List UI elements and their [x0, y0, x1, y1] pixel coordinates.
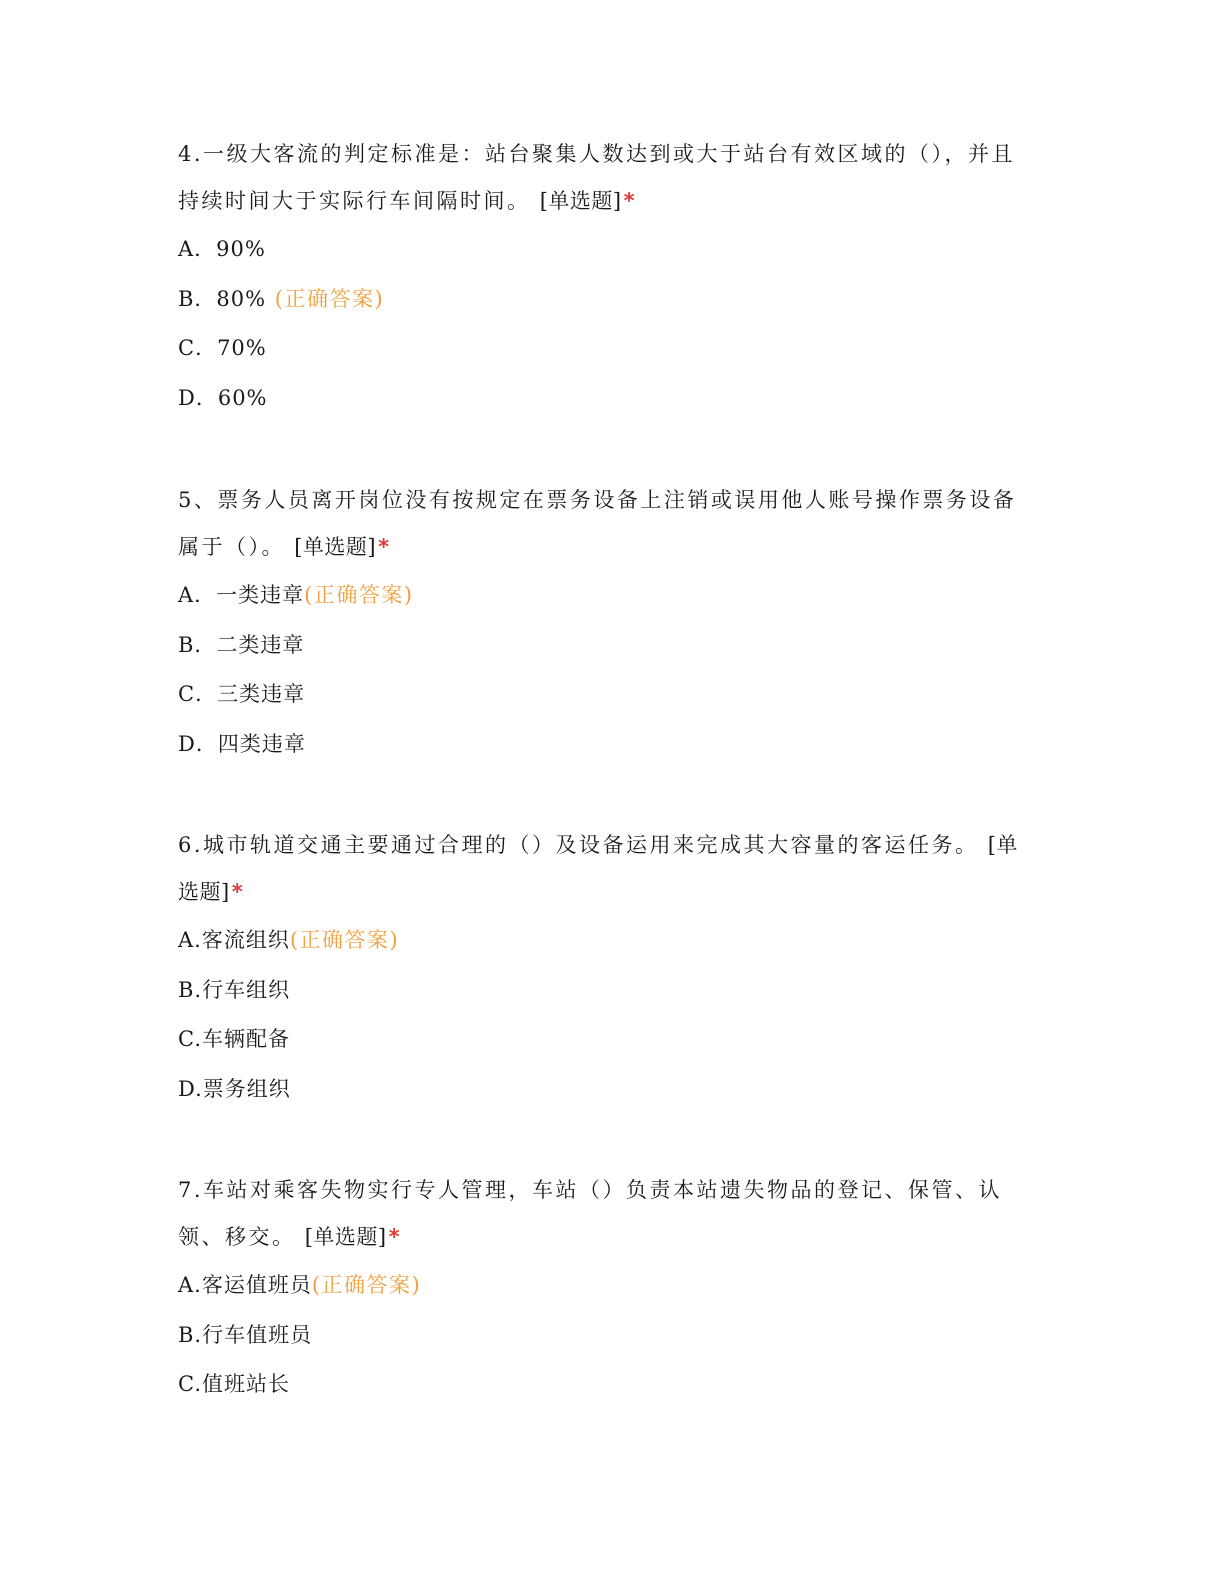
- question-type-label: [单选题]: [178, 833, 1018, 904]
- option-c: [178, 674, 1038, 724]
- question-type-label: [单选题]: [294, 535, 377, 559]
- options-list: [178, 575, 1038, 773]
- option-label: A．90%: [178, 237, 266, 261]
- correct-answer-tag: (正确答案): [289, 928, 400, 952]
- question-text: 7.车站对乘客失物实行专人管理，车站（）负责本站遗失物品的登记、保管、认领、移交。: [178, 1178, 1003, 1249]
- option-a: [178, 1265, 1038, 1315]
- options-list: [178, 229, 1038, 427]
- option-label: C.值班站长: [178, 1372, 290, 1396]
- option-c: [178, 1019, 1038, 1069]
- correct-answer-tag: (正确答案): [304, 583, 414, 607]
- option-b: [178, 970, 1038, 1020]
- correct-answer-tag: (正确答案): [311, 1273, 422, 1297]
- question-6: [178, 822, 1038, 1118]
- option-label: B.行车组织: [178, 977, 291, 1002]
- question-7: [178, 1167, 1038, 1414]
- option-label: C．三类违章: [178, 682, 306, 706]
- required-mark: *: [388, 1225, 400, 1249]
- option-label: B.行车值班员: [178, 1322, 313, 1347]
- option-d: [178, 724, 1038, 774]
- option-d: [178, 1069, 1038, 1119]
- question-stem: [178, 1167, 1038, 1261]
- option-label: D．四类违章: [178, 731, 306, 756]
- option-b: [178, 1315, 1038, 1365]
- question-text: 6.城市轨道交通主要通过合理的（）及设备运用来完成其大容量的客运任务。: [178, 833, 979, 857]
- option-c: [178, 1364, 1038, 1414]
- option-label: D.票务组织: [178, 1076, 291, 1101]
- required-mark: *: [378, 535, 390, 559]
- option-label: A.客流组织: [178, 928, 290, 952]
- option-label: A．一类违章: [178, 583, 305, 607]
- option-b: [178, 279, 1038, 329]
- option-label: C．70%: [178, 336, 267, 360]
- question-stem: [178, 477, 1038, 571]
- question-stem: [178, 822, 1038, 916]
- question-5: [178, 477, 1038, 773]
- option-a: [178, 920, 1038, 970]
- required-mark: *: [623, 189, 635, 213]
- option-b: [178, 625, 1038, 675]
- option-a: [178, 575, 1038, 625]
- options-list: [178, 920, 1038, 1118]
- question-type-label: [单选题]: [539, 189, 622, 213]
- option-label: D．60%: [178, 385, 268, 410]
- required-mark: *: [231, 880, 243, 904]
- option-label: C.车辆配备: [178, 1027, 290, 1051]
- option-label: A.客运值班员: [178, 1273, 312, 1297]
- options-list: [178, 1265, 1038, 1414]
- option-d: [178, 378, 1038, 428]
- correct-answer-tag: (正确答案): [274, 286, 385, 311]
- question-text: 4.一级大客流的判定标准是：站台聚集人数达到或大于站台有效区域的（），并且持续时间大于实际行车间隔时间。: [178, 142, 1016, 213]
- option-c: [178, 328, 1038, 378]
- option-label: B．二类违章: [178, 632, 305, 657]
- option-label: B．80%: [178, 286, 267, 311]
- question-4: [178, 131, 1038, 427]
- question-type-label: [单选题]: [304, 1225, 387, 1249]
- option-a: [178, 229, 1038, 279]
- question-text: 5、票务人员离开岗位没有按规定在票务设备上注销或误用他人账号操作票务设备属于（）。: [178, 488, 1017, 559]
- question-stem: [178, 131, 1038, 225]
